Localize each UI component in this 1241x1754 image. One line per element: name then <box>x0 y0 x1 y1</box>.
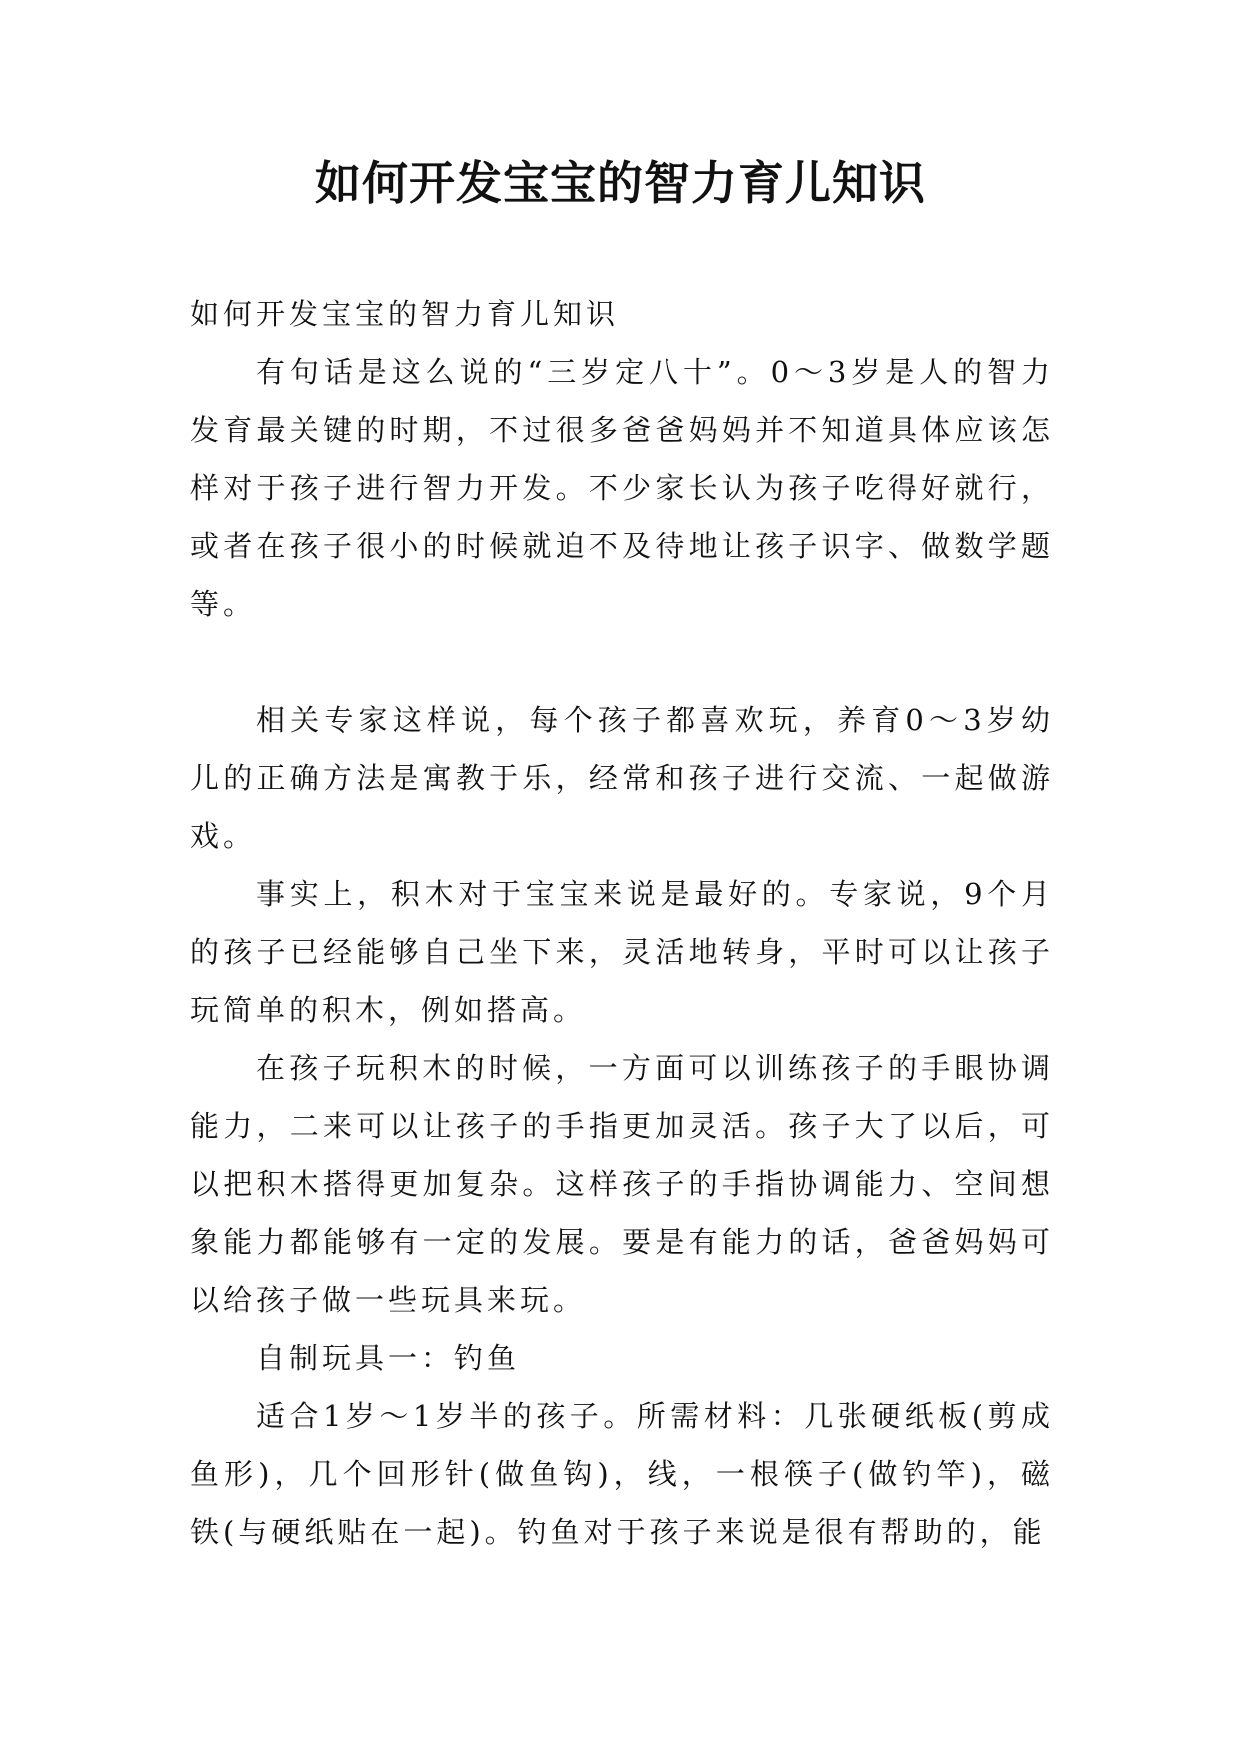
document-title: 如何开发宝宝的智力育儿知识 <box>315 156 926 210</box>
document-subtitle: 如何开发宝宝的智力育儿知识 <box>190 297 620 331</box>
section-heading-fishing-toy: 自制玩具一：钓鱼 <box>256 1341 521 1375</box>
document-body <box>190 285 1054 1561</box>
paragraph-spacer <box>190 633 1054 691</box>
paragraph-fishing-toy: 适合1岁～1岁半的孩子。所需材料：几张硬纸板(剪成鱼形)，几个回形针(做鱼钩)，线，一根筷子(做钓竿)，磁铁(与硬纸贴在一起)。钓鱼对于孩子来说是很有帮助的，能 <box>190 1399 1054 1549</box>
paragraph-blocks-benefits: 在孩子玩积木的时候，一方面可以训练孩子的手眼协调能力，二来可以让孩子的手指更加灵活。孩子大了以后，可以把积木搭得更加复杂。这样孩子的手指协调能力、空间想象能力都能够有一定的发展。要是有能力的话，爸爸妈妈可以给孩子做一些玩具来玩。 <box>190 1051 1054 1317</box>
paragraph-building-blocks: 事实上，积木对于宝宝来说是最好的。专家说，9个月的孩子已经能够自己坐下来，灵活地转身，平时可以让孩子玩简单的积木，例如搭高。 <box>190 877 1054 1027</box>
paragraph-intro: 有句话是这么说的“三岁定八十”。0～3岁是人的智力发育最关键的时期，不过很多爸爸妈妈并不知道具体应该怎样对于孩子进行智力开发。不少家长认为孩子吃得好就行，或者在孩子很小的时候就迫不及待地让孩子识字、做数学题等。 <box>190 355 1054 621</box>
paragraph-expert-advice: 相关专家这样说，每个孩子都喜欢玩，养育0～3岁幼儿的正确方法是寓教于乐，经常和孩子进行交流、一起做游戏。 <box>190 703 1054 853</box>
